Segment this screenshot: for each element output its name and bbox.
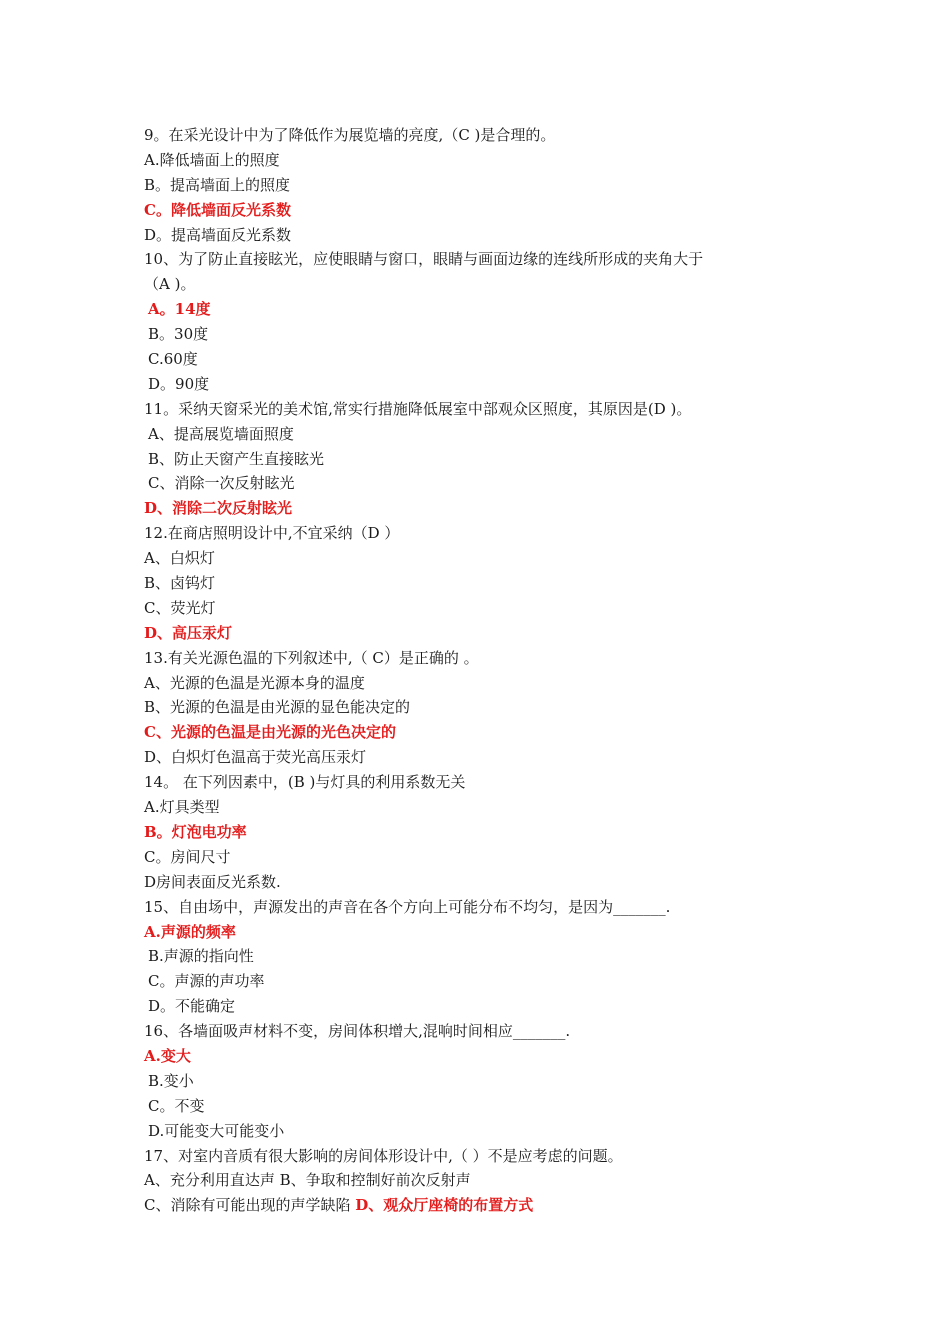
question-line: A、光源的色温是光源本身的温度	[144, 673, 365, 692]
question-line: A、充分利用直达声 B、争取和控制好前次反射声	[144, 1171, 471, 1190]
answer-line: A。14度	[148, 300, 211, 319]
question-line: C。不变	[148, 1096, 205, 1115]
question-line: B、防止天窗产生直接眩光	[148, 449, 325, 468]
question-line: 10、为了防止直接眩光，应使眼睛与窗口，眼睛与画面边缘的连线所形成的夹角大于	[144, 250, 704, 269]
question-line: 15、自由场中，声源发出的声音在各个方向上可能分布不均匀，是因为_______.	[144, 897, 671, 916]
answer-line: D、高压汞灯	[144, 623, 233, 642]
question-line: C。房间尺寸	[144, 847, 231, 866]
question-line: D.可能变大可能变小	[148, 1121, 285, 1140]
question-line	[144, 1193, 814, 1218]
answer-option: D、观众厅座椅的布置方式	[355, 1196, 534, 1215]
question-line: C、消除一次反射眩光	[148, 474, 295, 493]
question-line: 16、各墙面吸声材料不变，房间体积增大,混响时间相应_______.	[144, 1022, 571, 1041]
question-line: A.降低墙面上的照度	[144, 150, 280, 169]
question-line: 12.在商店照明设计中,不宜采纳（D ）	[144, 524, 400, 543]
question-line: D。提高墙面反光系数	[144, 225, 292, 244]
question-line: 13.有关光源色温的下列叙述中,（ C）是正确的 。	[144, 648, 479, 667]
answer-line: B。灯泡电功率	[144, 822, 247, 841]
document-page	[144, 123, 814, 1218]
answer-line: C。降低墙面反光系数	[144, 200, 291, 219]
question-line: A、白炽灯	[144, 549, 215, 568]
question-line: B.声源的指向性	[148, 947, 254, 966]
question-line: D、白炽灯色温高于荧光高压汞灯	[144, 748, 367, 767]
question-line: D房间表面反光系数.	[144, 872, 281, 891]
question-line: C。声源的声功率	[148, 972, 265, 991]
answer-line: A.变大	[144, 1046, 191, 1065]
question-line: C、荧光灯	[144, 598, 216, 617]
question-line: B.变小	[148, 1071, 194, 1090]
question-line: B。提高墙面上的照度	[144, 175, 291, 194]
question-line: 14。 在下列因素中，(B )与灯具的利用系数无关	[144, 773, 466, 792]
question-line: A、提高展览墙面照度	[148, 424, 294, 443]
question-line: B。30度	[148, 325, 209, 344]
question-line: D。90度	[148, 374, 210, 393]
answer-line: D、消除二次反射眩光	[144, 499, 293, 518]
question-line: D。不能确定	[148, 997, 236, 1016]
answer-line: A.声源的频率	[144, 922, 236, 941]
question-line: 17、对室内音质有很大影响的房间体形设计中,（ ）不是应考虑的问题。	[144, 1146, 623, 1165]
option-text: C、消除有可能出现的声学缺陷	[144, 1196, 356, 1215]
question-line: 11。采纳天窗采光的美术馆,常实行措施降低展室中部观众区照度，其原因是(D )。	[144, 399, 692, 418]
answer-line: C、光源的色温是由光源的光色决定的	[144, 723, 396, 742]
question-line: 9。在采光设计中为了降低作为展览墙的亮度,（C )是合理的。	[144, 126, 556, 144]
question-line: （A )。	[144, 275, 196, 294]
question-line: C.60度	[148, 350, 198, 369]
question-line: B、光源的色温是由光源的显色能决定的	[144, 698, 411, 717]
question-line: A.灯具类型	[144, 798, 220, 817]
question-line: B、卤钨灯	[144, 574, 216, 593]
